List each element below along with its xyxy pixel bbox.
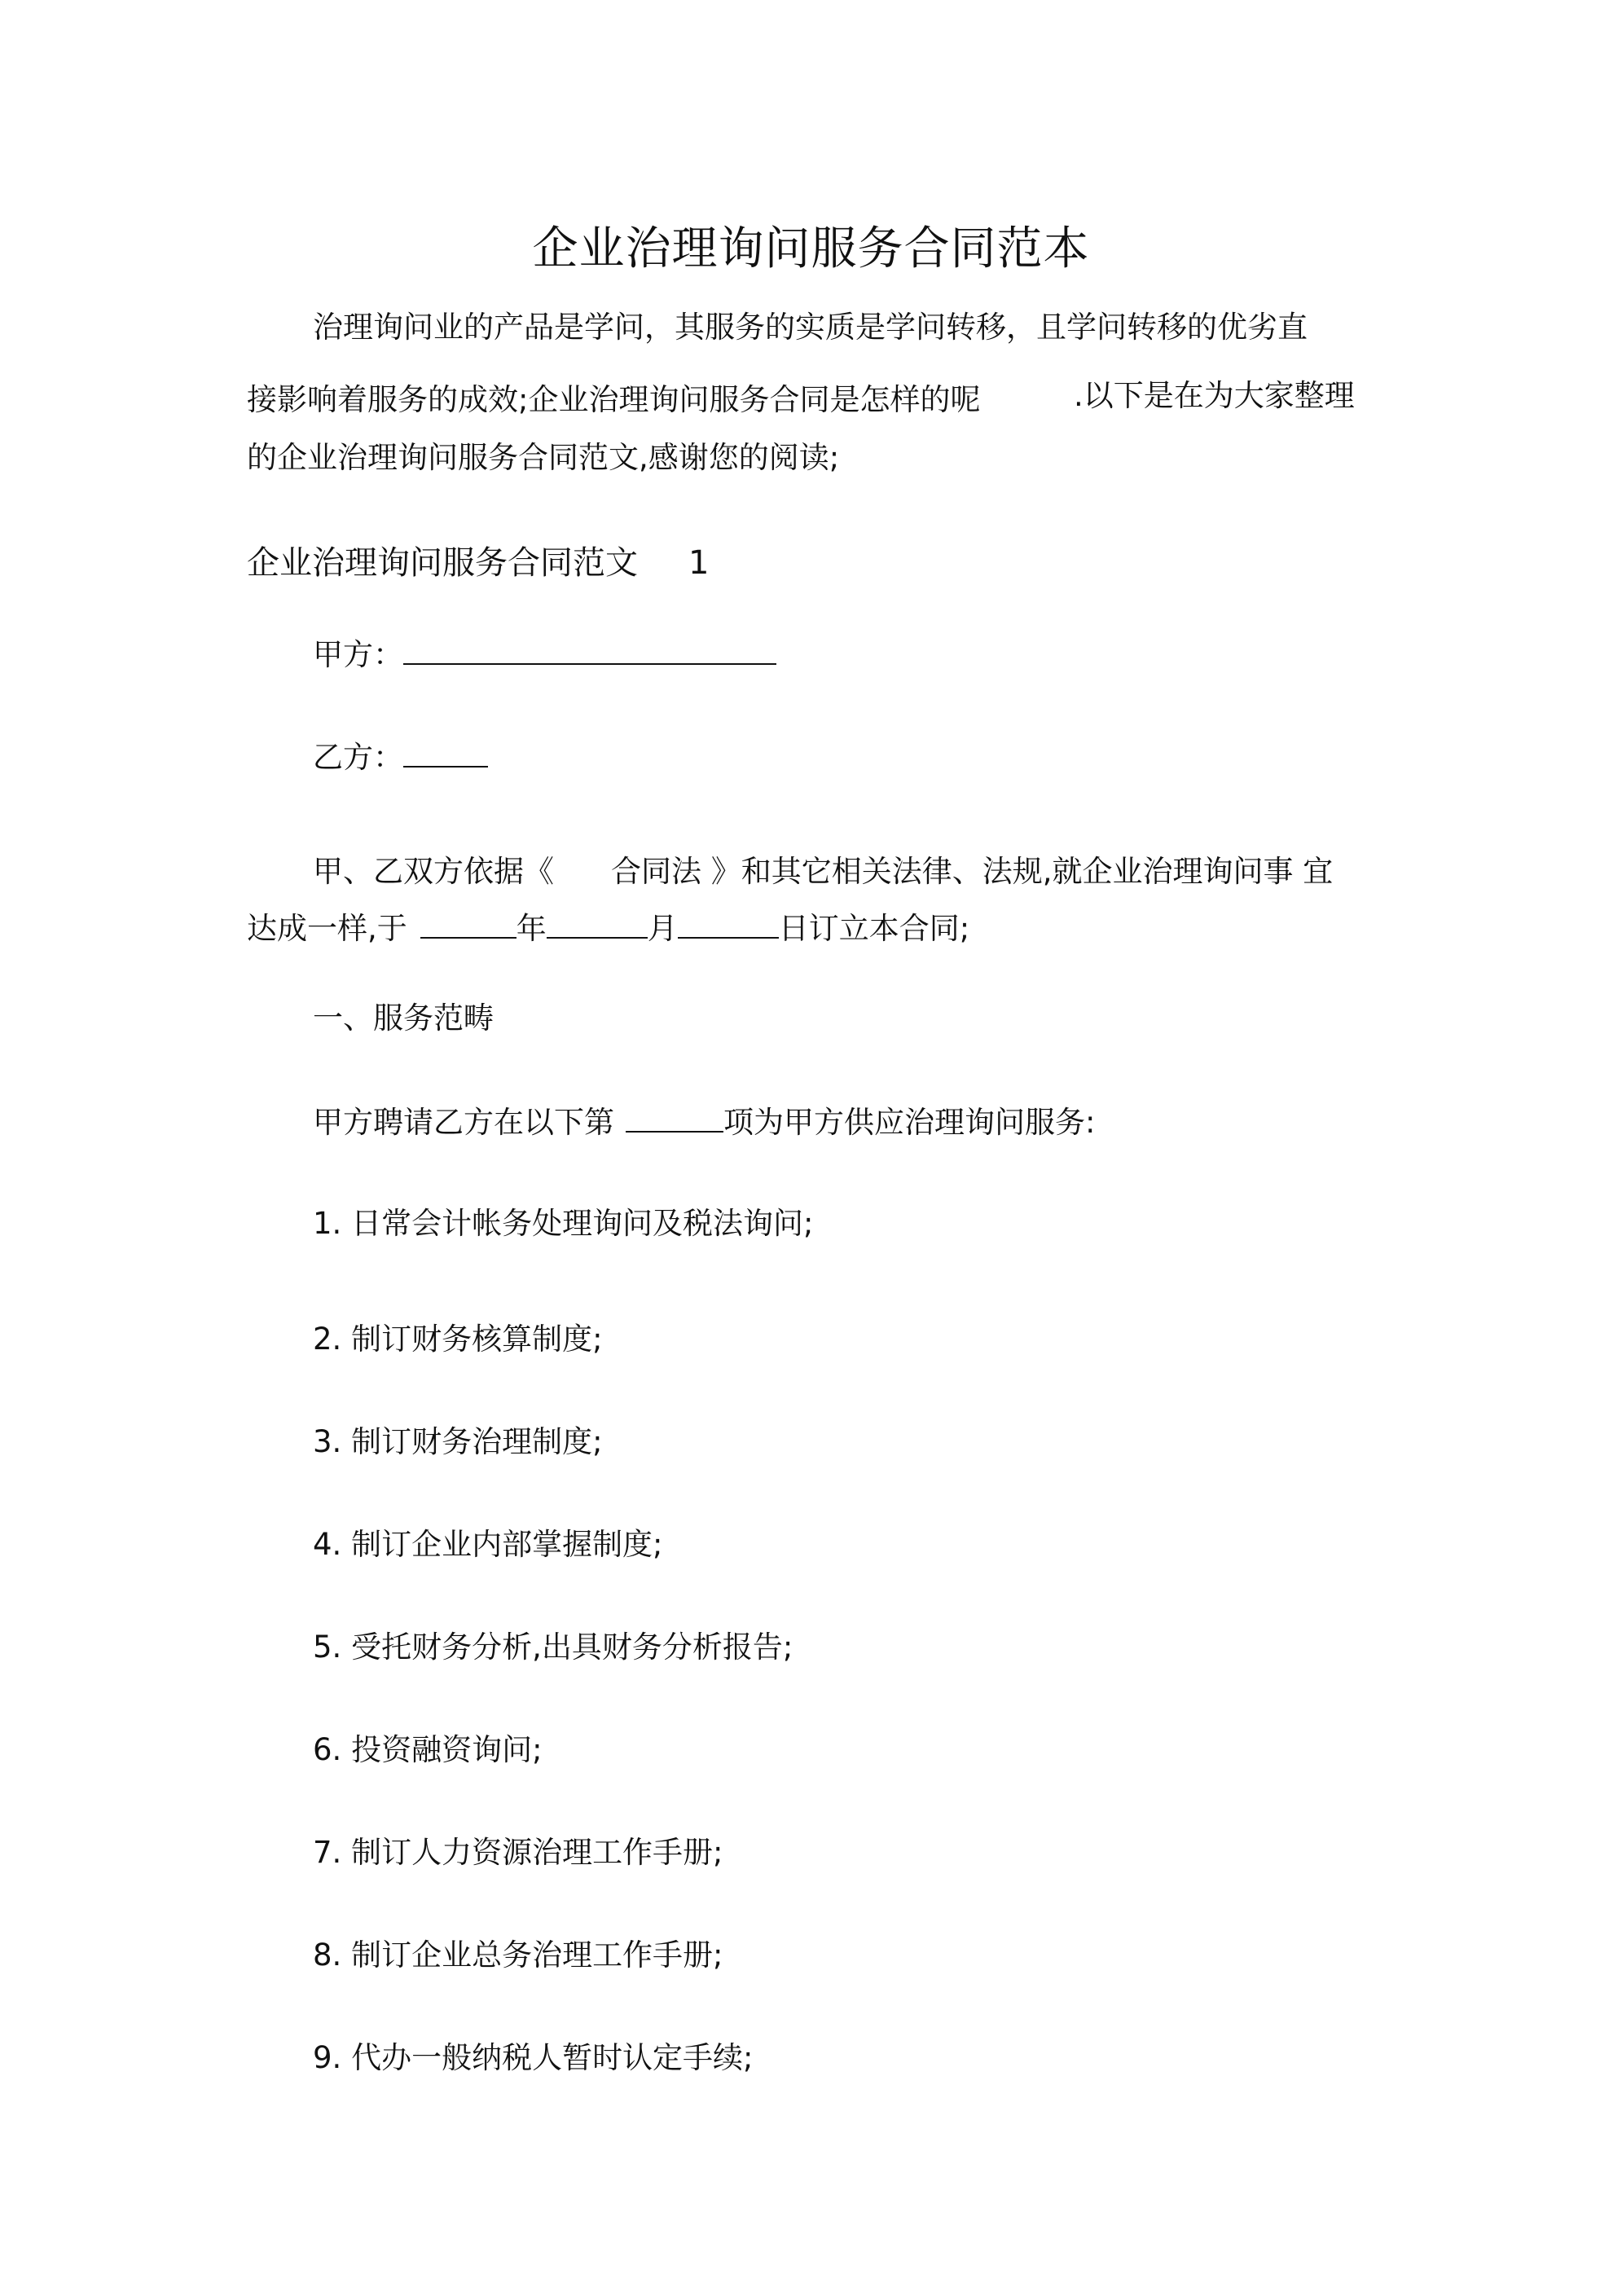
party-b-blank[interactable] <box>403 735 488 768</box>
list-item: 1. 日常会计帐务处理询问及税法询问; <box>313 1206 814 1241</box>
section-heading-number: 1 <box>688 544 710 582</box>
month-label: 月 <box>647 911 678 946</box>
year-blank[interactable] <box>420 906 516 939</box>
party-b-line <box>313 735 488 777</box>
list-item: 8. 制订企业总务治理工作手册; <box>313 1938 723 1973</box>
day-blank[interactable] <box>678 906 779 939</box>
month-blank[interactable] <box>547 906 648 939</box>
list-item: 6. 投资融资询问; <box>313 1732 543 1767</box>
list-item: 9. 代办一般纳税人暂时认定手续; <box>313 2040 754 2075</box>
intro-line-3: 的企业治理询问服务合同范文,感谢您的阅读; <box>247 440 840 475</box>
intro-line-2b: .以下是在为大家整理 <box>1074 378 1355 413</box>
scope-intro-a: 甲方聘请乙方在以下第 <box>313 1105 614 1140</box>
year-label: 年 <box>516 911 547 946</box>
section-heading <box>247 543 709 583</box>
party-a-blank[interactable] <box>403 632 776 665</box>
scope-intro <box>313 1100 1095 1142</box>
list-item: 7. 制订人力资源治理工作手册; <box>313 1835 723 1870</box>
basis-text-1a: 甲、乙双方依据《 <box>313 854 554 889</box>
list-item: 4. 制订企业内部掌握制度; <box>313 1527 663 1562</box>
document-title: 企业治理询问服务合同范本 <box>532 222 1090 275</box>
party-a-label: 甲方： <box>313 637 403 672</box>
basis-text-2a: 达成一样,于 <box>247 911 407 946</box>
scope-intro-b: 项为甲方供应治理询问服务: <box>723 1105 1096 1140</box>
intro-line-1: 治理询问业的产品是学问，其服务的实质是学问转移，且学问转移的优劣直 <box>313 310 1308 345</box>
list-item: 2. 制订财务核算制度; <box>313 1322 603 1357</box>
list-item: 5. 受托财务分析,出具财务分析报告; <box>313 1630 793 1665</box>
basis-text-2b: 日订立本合同; <box>778 911 970 946</box>
scope-heading: 一、服务范畴 <box>313 1001 494 1036</box>
list-item: 3. 制订财务治理制度; <box>313 1424 603 1459</box>
basis-line-1 <box>313 852 1333 891</box>
section-heading-text: 企业治理询问服务合同范文 <box>247 544 638 582</box>
party-a-line <box>313 632 776 675</box>
basis-line-2 <box>247 906 969 948</box>
party-b-label: 乙方： <box>313 740 403 775</box>
intro-line-2a: 接影响着服务的成效;企业治理询问服务合同是怎样的呢 <box>247 382 981 417</box>
scope-items-blank[interactable] <box>626 1100 723 1133</box>
basis-text-1b: 合同法 》和其它相关法律、法规,就企业治理询问事 宜 <box>611 854 1334 889</box>
